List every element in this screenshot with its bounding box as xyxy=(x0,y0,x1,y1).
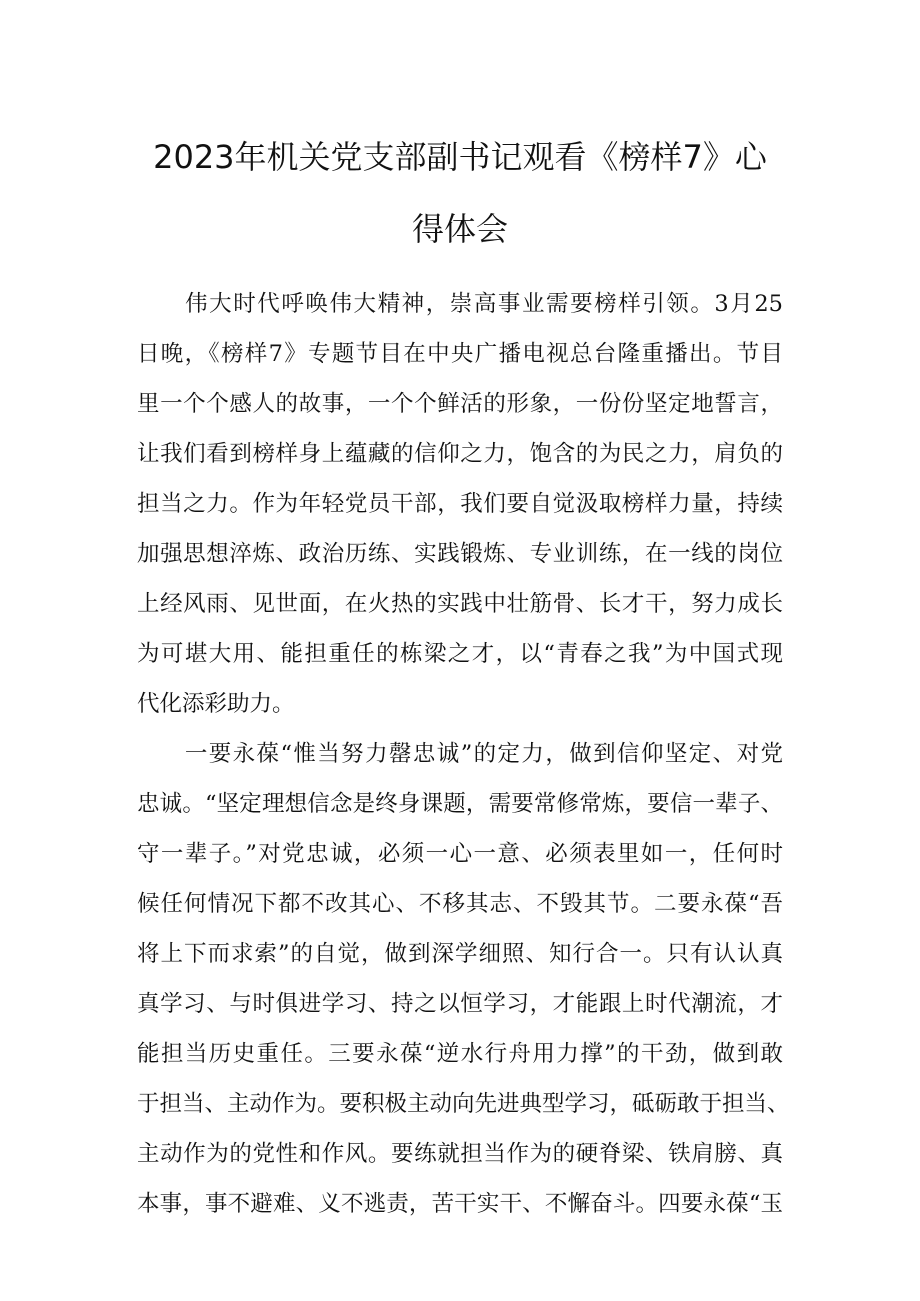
paragraph-2-line-1: 一要永葆“惟当努力罄忠诚”的定力，做到信仰坚定、对党 xyxy=(137,741,783,767)
paragraph-1-line-8: 为可堪大用、能担重任的栋梁之才，以“青春之我”为中国式现 xyxy=(137,641,783,667)
paragraph-1-line-6: 加强思想淬炼、政治历练、实践锻炼、专业训练，在一线的岗位 xyxy=(137,541,783,567)
paragraph-2-line-6: 真学习、与时俱进学习、持之以恒学习，才能跟上时代潮流，才 xyxy=(137,991,783,1017)
paragraph-2-line-10: 本事，事不避难、义不逃责，苦干实干、不懈奋斗。四要永葆“玉 xyxy=(137,1191,783,1217)
document-title-line-2: 得体会 xyxy=(411,210,508,248)
paragraph-1-line-5: 担当之力。作为年轻党员干部，我们要自觉汲取榜样力量，持续 xyxy=(137,491,783,517)
paragraph-1-line-7: 上经风雨、见世面，在火热的实践中壮筋骨、长才干，努力成长 xyxy=(137,591,783,617)
paragraph-1-line-9: 代化添彩助力。 xyxy=(137,691,295,717)
paragraph-1-line-4: 让我们看到榜样身上蕴藏的信仰之力，饱含的为民之力，肩负的 xyxy=(137,441,783,467)
paragraph-2-line-3: 守一辈子。”对党忠诚，必须一心一意、必须表里如一，任何时 xyxy=(137,841,783,867)
paragraph-2-line-4: 候任何情况下都不改其心、不移其志、不毁其节。二要永葆“吾 xyxy=(137,891,783,917)
paragraph-2-line-5: 将上下而求索”的自觉，做到深学细照、知行合一。只有认认真 xyxy=(137,941,783,967)
paragraph-2-line-2: 忠诚。“坚定理想信念是终身课题，需要常修常炼，要信一辈子、 xyxy=(137,791,783,817)
paragraph-2-line-8: 于担当、主动作为。要积极主动向先进典型学习，砥砺敢于担当、 xyxy=(137,1091,790,1117)
paragraph-2-line-7: 能担当历史重任。三要永葆“逆水行舟用力撑”的干劲，做到敢 xyxy=(137,1041,783,1067)
paragraph-1-line-2: 日晚，《榜样7》专题节目在中央广播电视总台隆重播出。节目 xyxy=(137,341,783,367)
paragraph-1-line-3: 里一个个感人的故事，一个个鲜活的形象，一份份坚定地誓言， xyxy=(137,391,783,417)
paragraph-1-line-1: 伟大时代呼唤伟大精神，崇高事业需要榜样引领。3月25 xyxy=(137,291,783,317)
paragraph-2-line-9: 主动作为的党性和作风。要练就担当作为的硬脊梁、铁肩膀、真 xyxy=(137,1141,783,1167)
document-title-line-1: 2023年机关党支部副书记观看《榜样7》心 xyxy=(153,138,767,176)
